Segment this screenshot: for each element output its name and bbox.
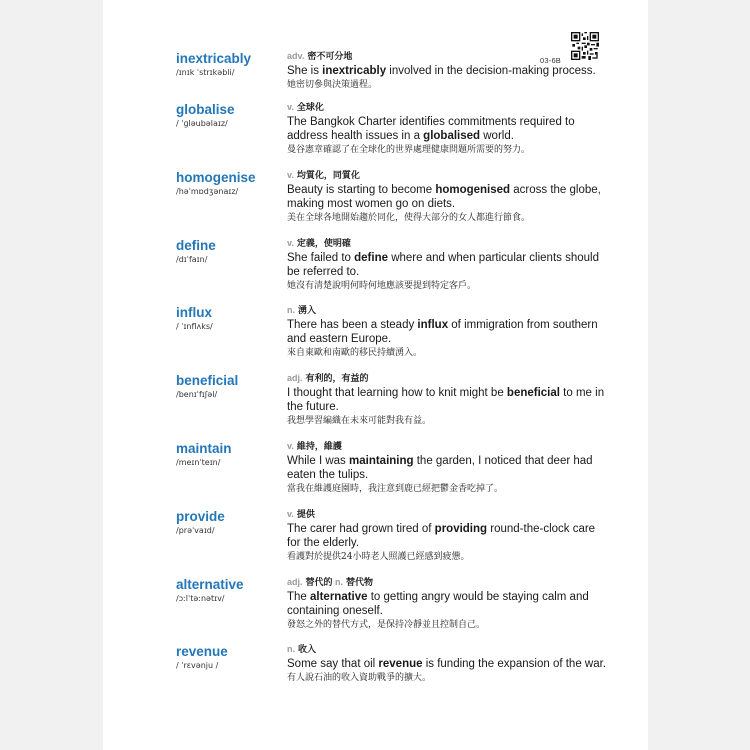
part-of-speech: v. — [287, 170, 294, 180]
sentence-text: to me in the future. — [287, 387, 605, 413]
pronunciation: /meɪnˈteɪn/ — [176, 458, 221, 467]
pronunciation: /həˈmɒdʒənaɪz/ — [176, 187, 239, 196]
sentence-text: where and when particular clients should be referred to. — [287, 252, 599, 278]
part-of-speech-line — [287, 170, 360, 181]
part-of-speech-line — [287, 238, 351, 249]
part-of-speech: v. — [287, 102, 294, 112]
sentence-text: round-the-clock care for the elderly. — [287, 523, 596, 549]
chinese-meaning: 替代的 — [305, 577, 333, 587]
example-sentence — [287, 64, 607, 91]
headword: beneficial — [176, 373, 239, 388]
chinese-translation: 看護對於提供24小時老人照護已經感到疲憊。 — [287, 552, 470, 562]
part-of-speech: v. — [287, 441, 294, 451]
sentence-text: Some say that oil — [287, 658, 379, 670]
page-code: 03-6B — [540, 56, 562, 65]
chinese-meaning: 密不可分地 — [307, 51, 353, 61]
pronunciation: / ˈɪnflʌks/ — [176, 322, 213, 331]
pronunciation: / ˈrɛvənju / — [176, 661, 219, 670]
part-of-speech-line — [287, 509, 315, 520]
sentence-text: involved in the decision-making process. — [386, 65, 596, 77]
part-of-speech-line — [287, 441, 342, 452]
part-of-speech: v. — [287, 238, 294, 248]
chinese-meaning: 替代物 — [346, 577, 374, 587]
highlighted-word: beneficial — [506, 387, 560, 399]
highlighted-word: revenue — [378, 658, 423, 670]
chinese-translation: 她沒有清楚說明何時何地應該要提到特定客戶。 — [287, 281, 477, 291]
chinese-translation: 她密切參與決策過程。 — [287, 80, 378, 90]
sentence-text: The — [287, 591, 311, 603]
part-of-speech: adj. — [287, 577, 303, 587]
part-of-speech-line — [287, 577, 373, 588]
sentence-text: I thought that learning how to knit might be — [287, 387, 507, 399]
sentence-text: the garden, I noticed that deer had eaten the tulips. — [287, 455, 593, 481]
chinese-meaning: 全球化 — [296, 102, 324, 112]
sentence-text: The carer had grown tired of — [287, 523, 435, 535]
chinese-meaning: 收入 — [298, 644, 317, 654]
sentence-text: There has been a steady — [287, 319, 418, 331]
pronunciation: /benɪˈfɪʃəl/ — [176, 390, 218, 399]
highlighted-word: alternative — [310, 591, 368, 603]
sentence-text: She failed to — [287, 252, 355, 264]
chinese-meaning: 定義，使明確 — [296, 238, 351, 248]
headword: inextricably — [176, 51, 252, 66]
example-sentence — [287, 522, 607, 563]
highlighted-word: influx — [417, 319, 449, 331]
example-sentence — [287, 183, 607, 224]
part-of-speech-line — [287, 305, 316, 316]
chinese-translation: 有人說石油的收入資助戰爭的擴大。 — [287, 673, 432, 683]
example-sentence — [287, 318, 607, 359]
part-of-speech-line — [287, 644, 316, 655]
highlighted-word: define — [354, 252, 389, 264]
example-sentence — [287, 590, 607, 631]
chinese-meaning: 提供 — [296, 509, 315, 519]
chinese-translation: 當我在維護庭園時，我注意到鹿已經把鬱金香吃掉了。 — [287, 484, 504, 494]
highlighted-word: globalised — [423, 130, 481, 142]
part-of-speech-line — [287, 373, 369, 384]
headword: revenue — [176, 644, 228, 659]
part-of-speech: n. — [287, 305, 295, 315]
part-of-speech: adv. — [287, 51, 305, 61]
part-of-speech: n. — [335, 577, 344, 587]
chinese-translation: 美在全球各地開始趨於同化，使得大部分的女人都進行節食。 — [287, 213, 531, 223]
pronunciation: /prəˈvaɪd/ — [176, 526, 215, 535]
chinese-translation: 發怒之外的替代方式，是保持冷靜並且控制自己。 — [287, 620, 486, 630]
sentence-text: The Bangkok Charter identifies commitments required to address health issues in a — [287, 116, 575, 142]
part-of-speech-line — [287, 102, 324, 113]
headword: alternative — [176, 577, 244, 592]
pronunciation: / ˈɡləubəlaɪz/ — [176, 119, 228, 128]
pronunciation: /ɔːlˈtəːnətɪv/ — [176, 594, 225, 603]
highlighted-word: providing — [434, 523, 488, 535]
example-sentence — [287, 115, 607, 156]
headword: provide — [176, 509, 225, 524]
example-sentence — [287, 386, 607, 427]
chinese-meaning: 均質化，同質化 — [296, 170, 360, 180]
example-sentence — [287, 657, 607, 684]
sentence-text: world. — [480, 130, 514, 142]
sentence-text: of immigration from southern and eastern Europe. — [287, 319, 598, 345]
chinese-meaning: 有利的，有益的 — [305, 373, 369, 383]
sentence-text: across the globe, making most women go on diets. — [287, 184, 601, 210]
chinese-meaning: 湧入 — [298, 305, 317, 315]
pronunciation: /dɪˈfaɪn/ — [176, 255, 208, 264]
chinese-translation: 來自東歐和南歐的移民持續湧入。 — [287, 348, 423, 358]
sentence-text: Beauty is starting to become — [287, 184, 436, 196]
chinese-translation: 曼谷憲章確認了在全球化的世界處理健康問題所需要的努力。 — [287, 145, 531, 155]
chinese-meaning: 維持，維護 — [296, 441, 342, 451]
headword: globalise — [176, 102, 235, 117]
headword: define — [176, 238, 216, 253]
part-of-speech: adj. — [287, 373, 303, 383]
qr-code-icon — [571, 32, 599, 60]
part-of-speech: n. — [287, 644, 295, 654]
pronunciation: /ɪnɪk ˈstrɪkəbli/ — [176, 68, 235, 77]
headword: homogenise — [176, 170, 256, 185]
part-of-speech: v. — [287, 509, 294, 519]
headword: influx — [176, 305, 212, 320]
highlighted-word: homogenised — [435, 184, 511, 196]
sentence-text: She is — [287, 65, 323, 77]
example-sentence — [287, 454, 607, 495]
headword: maintain — [176, 441, 232, 456]
example-sentence — [287, 251, 607, 292]
highlighted-word: maintaining — [349, 455, 414, 467]
part-of-speech-line — [287, 51, 352, 62]
sentence-text: While I was — [287, 455, 349, 467]
sentence-text: is funding the expansion of the war. — [422, 658, 606, 670]
sentence-text: to getting angry would be staying calm and containing oneself. — [287, 591, 589, 617]
highlighted-word: inextricably — [322, 65, 387, 77]
chinese-translation: 我想學習編織在未來可能對我有益。 — [287, 416, 432, 426]
